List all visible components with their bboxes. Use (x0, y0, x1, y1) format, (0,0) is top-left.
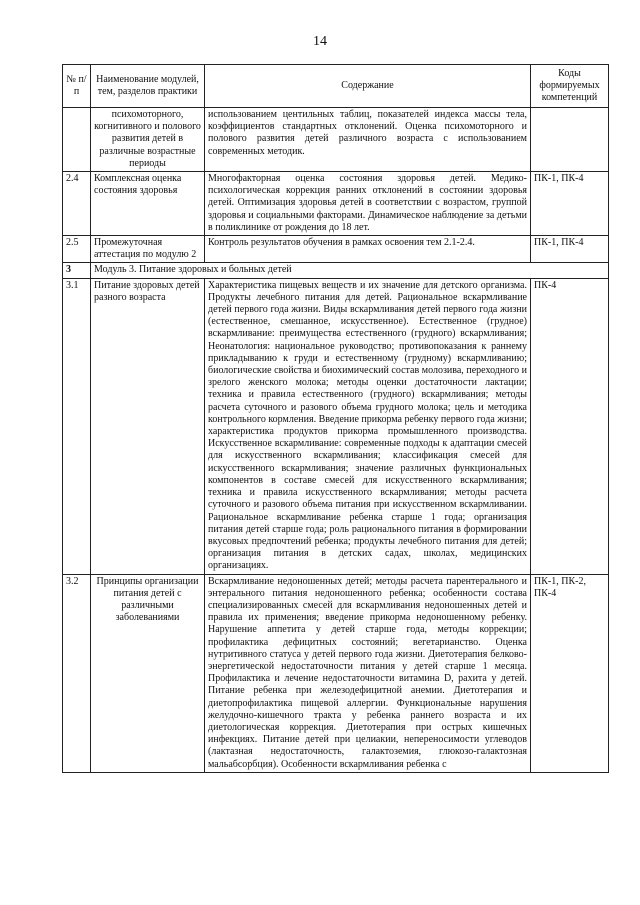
row-content: Контроль результатов обучения в рамках освоения тем 2.1-2.4. (205, 236, 531, 263)
row-name: психомоторного, когнитивного и полового развития детей в различные возрастные периоды (91, 108, 205, 172)
table-header-row (63, 65, 609, 108)
row-num: 2.5 (63, 236, 91, 263)
row-codes: ПК-1, ПК-2, ПК-4 (531, 574, 609, 772)
row-num: 3.1 (63, 278, 91, 574)
table-row (63, 108, 609, 172)
row-codes: ПК-1, ПК-4 (531, 236, 609, 263)
page-number: 14 (313, 34, 327, 49)
row-content: использованием центильных таблиц, показателей индекса массы тела, коэффициентов стандартных отклонений. Оценка психомоторного и полового развития детей различного возраста с использованием современных методик. (205, 108, 531, 172)
row-name: Промежуточная аттестация по модулю 2 (91, 236, 205, 263)
row-name: Комплексная оценка состояния здоровья (91, 172, 205, 236)
header-name: Наименование модулей, тем, разделов практики (91, 65, 205, 108)
header-codes: Коды формируемых компетенций (531, 65, 609, 108)
header-num: № п/п (63, 65, 91, 108)
row-codes: ПК-4 (531, 278, 609, 574)
module-title: Модуль 3. Питание здоровых и больных детей (91, 263, 609, 278)
row-codes: ПК-1, ПК-4 (531, 172, 609, 236)
header-content: Содержание (205, 65, 531, 108)
row-content: Характеристика пищевых веществ и их значение для детского организма. Продукты лечебного питания для детей. Рациональное вскармливание детей первого года жизни. Виды вскармливания детей первого года жизни (естественное, смешанное, искусственное). Естественное (грудное) вскармливание: преимущества естественного (грудного) вскармливания; Неонатология: национальное руководство; противопоказания к раннему прикладыванию к груди и естественному (грудному) вскармливанию; биологические свойства и биохимический состав молозива, переходного и зрелого женского молока; методы оценки достаточности лактации; техника и правила естественного (грудного) вскармливания; методы расчета суточного и разового объема грудного молока; цель и методика контрольного кормления. Введение прикорма ребенку первого года жизни; характеристика продуктов прикорма промышленного производства. Искусственное вскармливание: современные подходы к адаптации смесей для искусственного вскармливания; классификация смесей для искусственного вскармливания; значение различных функциональных компонентов в составе смесей для искусственного вскармливания; техника и правила искусственного вскармливания; методы расчета суточного и разового объема питания при искусственном вскармливании. Рациональное вскармливание ребенка старше 1 года; организация питания детей старше года; роль рационального питания в формировании вкусовых предпочтений ребенка; продукты лечебного питания для детей; организация питания в детских садах, школах, медицинских организациях. (205, 278, 531, 574)
table-row (63, 172, 609, 236)
row-name: Принципы организации питания детей с различными заболеваниями (91, 574, 205, 772)
module-row (63, 263, 609, 278)
row-content: Вскармливание недоношенных детей; методы расчета парентерального и энтерального питания недоношенного ребенка; особенности состава специализированных смесей для вскармливания недоношенных детей и правила их применения; введение прикорма недоношенному ребенку. Нарушение аппетита у детей старше года, методы коррекции; профилактика дефицитных состояний; вегетарианство. Оценка нутритивного статуса у детей первого года жизни. Диетотерапия белково-энергетической недостаточности питания у детей старше 1 месяца. Профилактика и лечение недостаточности витамина D, рахита у детей. Питание ребенка при железодефицитной анемии. Диетотерапия и диетопрофилактика пищевой аллергии. Функциональные нарушения желудочно-кишечного тракта у ребенка раннего возраста и их диетологическая коррекция. Диетотерапия при острых кишечных инфекциях. Питание детей при целиакии, непереносимости углеводов (лактазная недостаточность, галактоземия, глюкозо-галактозная мальабсорбция). Особенности вскармливания ребенка с (205, 574, 531, 772)
table-row (63, 236, 609, 263)
module-num: 3 (63, 263, 91, 278)
table-row (63, 574, 609, 772)
table-row (63, 278, 609, 574)
row-codes (531, 108, 609, 172)
row-name: Питание здоровых детей разного возраста (91, 278, 205, 574)
row-num: 3.2 (63, 574, 91, 772)
curriculum-table (62, 64, 609, 773)
row-content: Многофакторная оценка состояния здоровья детей. Медико-психологическая коррекция ранних отклонений в состоянии здоровья детей. Оптимизация здоровья детей в соответствии с возрастом, группой здоровья и социальными факторами. Динамическое наблюдение за детьми в поликлинике от рождения до 18 лет. (205, 172, 531, 236)
row-num: 2.4 (63, 172, 91, 236)
row-num (63, 108, 91, 172)
